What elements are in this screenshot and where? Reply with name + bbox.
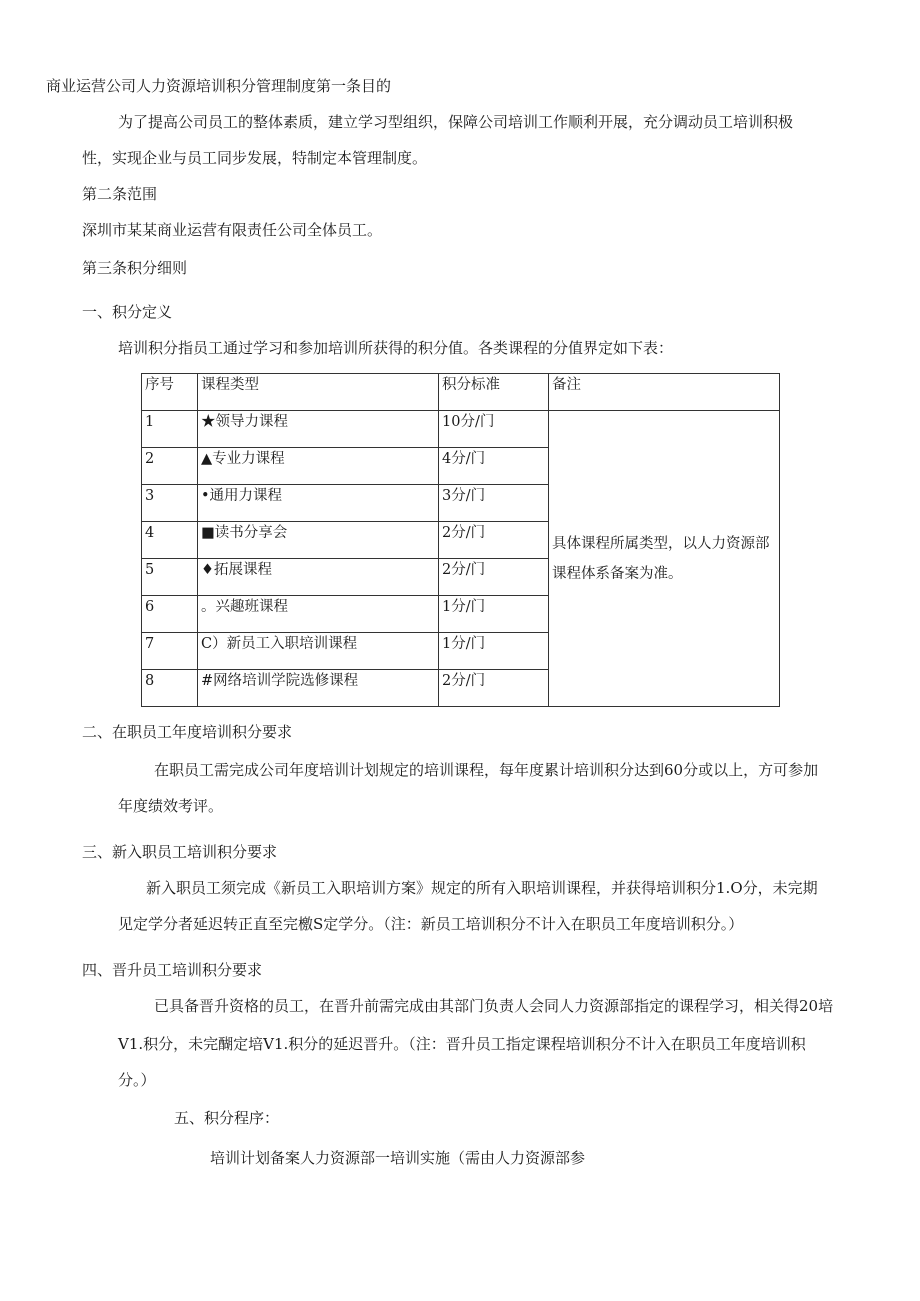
row-no: 2 — [142, 448, 198, 485]
document-title: 商业运营公司人力资源培训积分管理制度第一条目的 — [46, 77, 392, 95]
row-points: 3分/门 — [439, 485, 549, 522]
row-no: 6 — [142, 596, 198, 633]
table-header-row — [142, 374, 780, 411]
header-points: 积分标准 — [439, 374, 549, 411]
section2-line-2: 年度绩效考评。 — [118, 797, 224, 815]
header-type: 课程类型 — [198, 374, 439, 411]
points-table — [141, 373, 780, 707]
row-points: 1分/门 — [439, 596, 549, 633]
article3-heading: 第三条积分细则 — [82, 259, 188, 277]
table-row — [142, 411, 780, 448]
row-type: ♦拓展课程 — [198, 559, 439, 596]
section4-line-3: 分。） — [118, 1071, 156, 1089]
row-type: ▲专业力课程 — [198, 448, 439, 485]
section4-line-1: 已具备晋升资格的员工，在晋升前需完成由其部门负责人会同人力资源部指定的课程学习，相关得20培 — [154, 997, 834, 1015]
section4-heading: 四、晋升员工培训积分要求 — [82, 961, 263, 979]
row-type: ★领导力课程 — [198, 411, 439, 448]
section2-line-1: 在职员工需完成公司年度培训计划规定的培训课程，每年度累计培训积分达到60分或以上，方可参加 — [154, 761, 819, 779]
section5-heading: 五、积分程序： — [174, 1109, 280, 1127]
row-no: 4 — [142, 522, 198, 559]
section3-line-2: 见定学分者延迟转正直至完檄S定学分。（注：新员工培训积分不计入在职员工年度培训积分。） — [118, 915, 744, 933]
row-points: 4分/门 — [439, 448, 549, 485]
header-no: 序号 — [142, 374, 198, 411]
header-remark: 备注 — [549, 374, 780, 411]
row-points: 10分/门 — [439, 411, 549, 448]
row-points: 2分/门 — [439, 522, 549, 559]
row-no: 1 — [142, 411, 198, 448]
remark-cell: 具体课程所属类型，以人力资源部课程体系备案为准。 — [549, 411, 780, 707]
section3-heading: 三、新入职员工培训积分要求 — [82, 843, 278, 861]
row-type: •通用力课程 — [198, 485, 439, 522]
row-type: C）新员工入职培训课程 — [198, 633, 439, 670]
row-type: #网络培训学院选修课程 — [198, 670, 439, 707]
row-type: ■读书分享会 — [198, 522, 439, 559]
section3-line-1: 新入职员工须完成《新员工入职培训方案》规定的所有入职培训课程，并获得培训积分1.O分，未完期 — [146, 879, 818, 897]
row-points: 1分/门 — [439, 633, 549, 670]
section5-line-1: 培训计划备案人力资源部一培训实施（需由人力资源部参 — [210, 1149, 586, 1167]
row-type: 。兴趣班课程 — [198, 596, 439, 633]
article2-text: 深圳市某某商业运营有限责任公司全体员工。 — [82, 221, 383, 239]
row-points: 2分/门 — [439, 559, 549, 596]
row-no: 3 — [142, 485, 198, 522]
section4-line-2: V1.积分，未完醐定培V1.积分的延迟晋升。（注：晋升员工指定课程培训积分不计入在职员工年度培训积 — [118, 1035, 806, 1053]
row-no: 8 — [142, 670, 198, 707]
article2-heading: 第二条范围 — [82, 185, 158, 203]
row-no: 7 — [142, 633, 198, 670]
section2-heading: 二、在职员工年度培训积分要求 — [82, 723, 293, 741]
section1-intro: 培训积分指员工通过学习和参加培训所获得的积分值。各类课程的分值界定如下表： — [118, 339, 674, 357]
row-no: 5 — [142, 559, 198, 596]
purpose-line-1: 为了提高公司员工的整体素质，建立学习型组织，保障公司培训工作顺利开展，充分调动员工培训积极 — [118, 113, 794, 131]
purpose-line-2: 性，实现企业与员工同步发展，特制定本管理制度。 — [82, 149, 428, 167]
section1-heading: 一、积分定义 — [82, 303, 173, 321]
row-points: 2分/门 — [439, 670, 549, 707]
